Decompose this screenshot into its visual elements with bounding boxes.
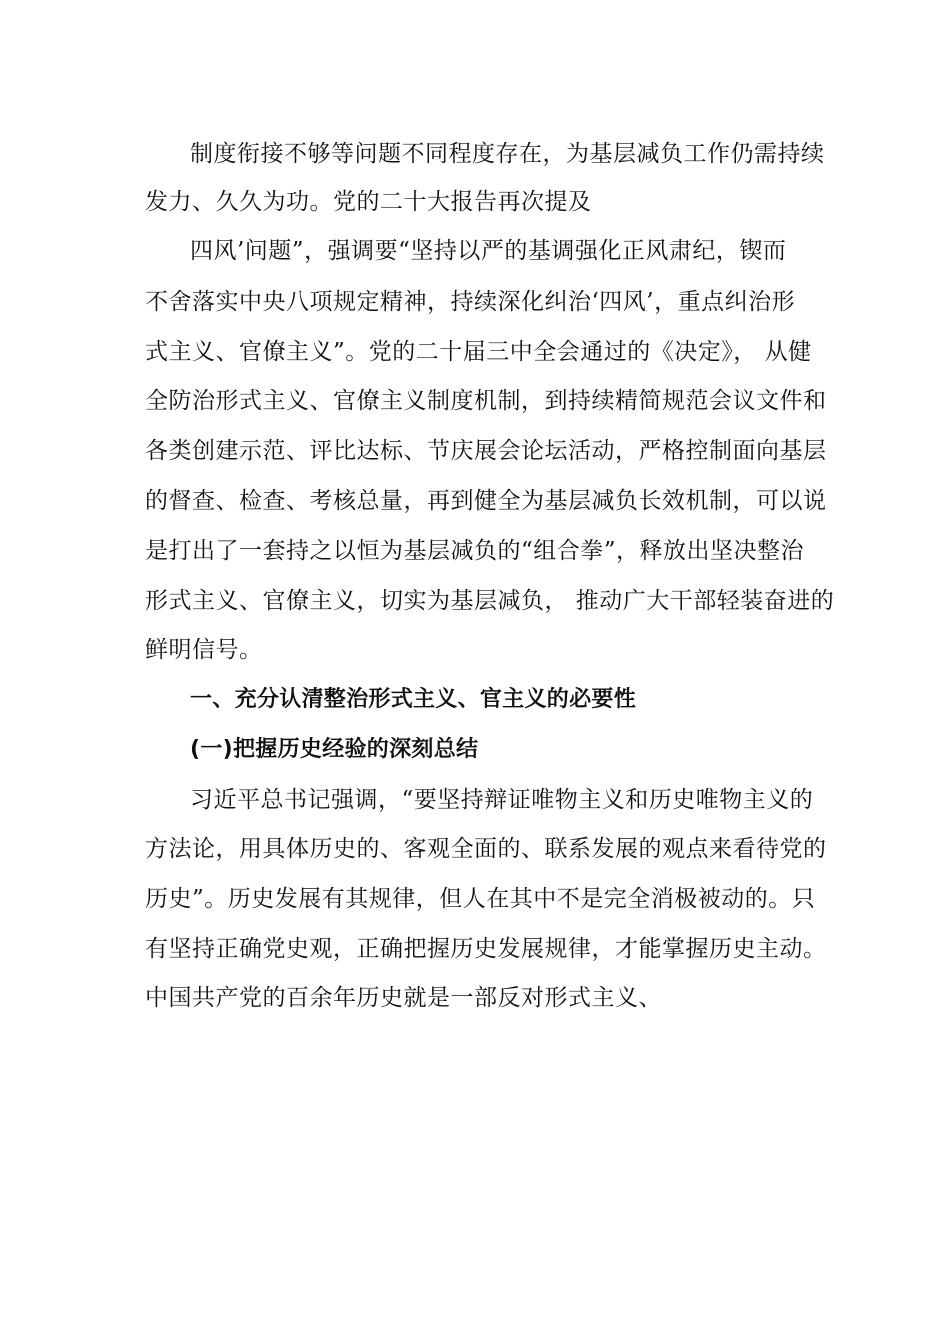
- text-line: 不舍落实中央八项规定精神，持续深化纠治‘四风’，重点纠治形: [145, 289, 796, 315]
- text-line: 是打出了一套持之以恒为基层减负的“组合拳”，释放出坚决整治: [145, 538, 805, 564]
- text-line: 全防治形式主义、官僚主义制度机制，到持续精简规范会议文件和: [145, 388, 827, 414]
- text-line: 鲜明信号。: [145, 637, 263, 663]
- text-line: 各类创建示范、评比达标、节庆展会论坛活动，严格控制面向基层: [145, 438, 827, 464]
- text-line: 的督查、检查、考核总量，再到健全为基层减负长效机制，可以说: [145, 488, 827, 514]
- text-line: 习近平总书记强调，“要坚持辩证唯物主义和历史唯物主义的: [190, 787, 814, 813]
- text-line: 方法论，用具体历史的、客观全面的、联系发展的观点来看待党的: [145, 836, 827, 862]
- text-line: 式主义、官僚主义”。党的二十届三中全会通过的《决定》， 从健: [145, 339, 812, 365]
- text-line: 制度衔接不够等问题不同程度存在，为基层减负工作仍需持续: [190, 141, 825, 167]
- text-line: 历史”。历史发展有其规律，但人在其中不是完全消极被动的。只: [145, 886, 816, 912]
- text-line: 发力、久久为功。党的二十大报告再次提及: [145, 189, 592, 215]
- text-line: 有坚持正确党史观，正确把握历史发展规律，才能掌握历史主动。: [145, 936, 827, 962]
- text-line: 四风’问题”，强调要“坚持以严的基调强化正风肃纪，锲而: [190, 238, 787, 264]
- section-heading: 一、充分认清整治形式主义、官主义的必要性: [190, 687, 637, 712]
- text-line: 中国共产党的百余年历史就是一部反对形式主义、: [145, 985, 662, 1011]
- subsection-heading: (一)把握历史经验的深刻总结: [190, 737, 479, 762]
- text-line: 形式主义、官僚主义，切实为基层减负， 推动广大干部轻装奋进的: [145, 588, 835, 614]
